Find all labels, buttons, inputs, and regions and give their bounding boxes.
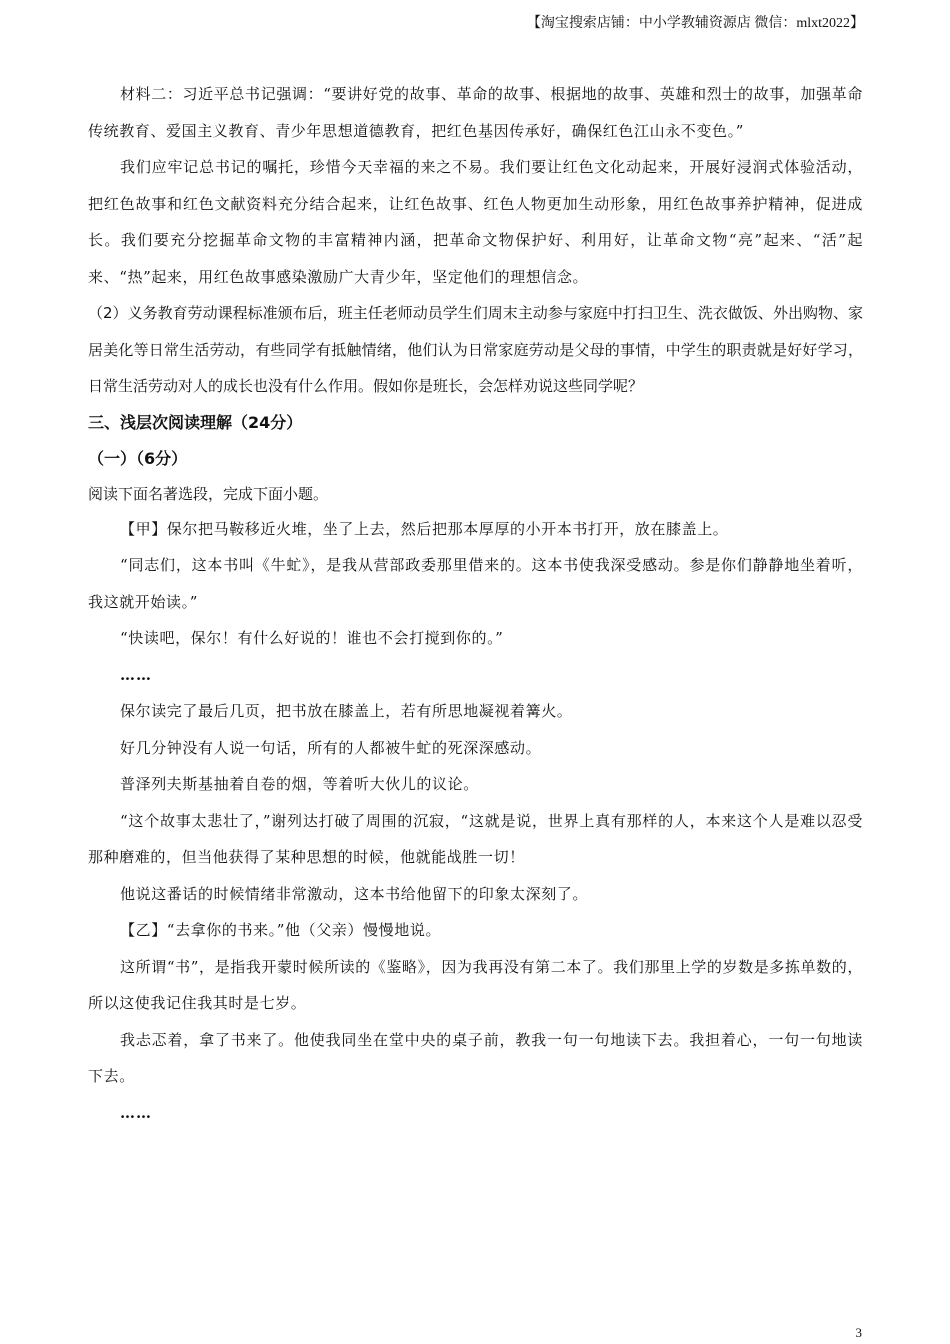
passage-jia-p2: “同志们，这本书叫《牛虻》，是我从营部政委那里借来的。这本书使我深受感动。参是你们静静地坐着听，我这就开始读。” bbox=[88, 556, 863, 611]
page-number: 3 bbox=[855, 1325, 862, 1340]
ellipsis-1: …… bbox=[120, 665, 152, 684]
passage-yi-p3: 我忐忑着，拿了书来了。他使我同坐在堂中央的桌子前，教我一句一句地读下去。我担着心，一句一句地读下去。 bbox=[88, 1030, 863, 1085]
passage-yi-p1: 【乙】“去拿你的书来。”他（父亲）慢慢地说。 bbox=[120, 921, 442, 939]
material-commentary-paragraph: 我们应牢记总书记的嘱托，珍惜今天幸福的来之不易。我们要让红色文化动起来，开展好浸润式体验活动，把红色故事和红色文献资料充分结合起来，让红色故事、红色人物更加生动形象，用红色故事养护精神，促进成长。我们要充分挖掘革命文物的丰富精神内涵，把革命文物保护好、利用好，让革命文物“亮”起来、“活”起来、“热”起来，用红色故事感染激励广大青少年，坚定他们的理想信念。 bbox=[88, 158, 863, 286]
passage-jia-p7: “这个故事太悲壮了，”谢列达打破了周围的沉寂，“这就是说，世界上真有那样的人，本来这个人是难以忍受那种磨难的，但当他获得了某种思想的时候，他就能战胜一切！ bbox=[88, 811, 863, 866]
passage-jia-p8: 他说这番话的时候情绪非常激动，这本书给他留下的印象太深刻了。 bbox=[120, 884, 589, 903]
ellipsis-2: …… bbox=[120, 1103, 152, 1122]
section-3-title: 三、浅层次阅读理解（24分） bbox=[88, 412, 303, 432]
subsection-1-title: （一）（6分） bbox=[88, 448, 188, 468]
reading-instruction: 阅读下面名著选段，完成下面小题。 bbox=[88, 484, 329, 503]
question-2: （2）义务教育劳动课程标准颁布后，班主任老师动员学生们周末主动参与家庭中打扫卫生、洗衣做饭、外出购物、家居美化等日常生活劳动，有些同学有抵触情绪，他们认为日常家庭劳动是父母的事情，中学生的职责就是好好学习，日常生活劳动对人的成长也没有什么作用。假如你是班长，会怎样劝说这些同学呢？ bbox=[88, 304, 863, 395]
passage-jia-p5: 好几分钟没有人说一句话，所有的人都被牛虻的死深深感动。 bbox=[120, 738, 542, 757]
passage-jia-p4: 保尔读完了最后几页，把书放在膝盖上，若有所思地凝视着篝火。 bbox=[120, 702, 573, 720]
document-body bbox=[88, 76, 863, 1131]
material-two-paragraph: 材料二：习近平总书记强调：“要讲好党的故事、革命的故事、根据地的故事、英雄和烈士的故事，加强革命传统教育、爱国主义教育、青少年思想道德教育，把红色基因传承好，确保红色江山永不变色。” bbox=[88, 85, 863, 140]
header-watermark: 【淘宝搜索店铺：中小学教辅资源店 微信：mlxt2022】 bbox=[526, 16, 864, 31]
passage-jia-p3: “快读吧，保尔！有什么好说的！谁也不会打搅到你的。” bbox=[120, 629, 504, 647]
passage-yi-p2: 这所谓“书”，是指我开蒙时候所读的《鉴略》，因为我再没有第二本了。我们那里上学的岁数是多拣单数的，所以这使我记住我其时是七岁。 bbox=[88, 957, 863, 1012]
passage-jia-p1: 【甲】保尔把马鞍移近火堆，坐了上去，然后把那本厚厚的小开本书打开，放在膝盖上。 bbox=[120, 519, 729, 538]
passage-jia-p6: 普泽列夫斯基抽着自卷的烟，等着听大伙儿的议论。 bbox=[120, 775, 479, 793]
